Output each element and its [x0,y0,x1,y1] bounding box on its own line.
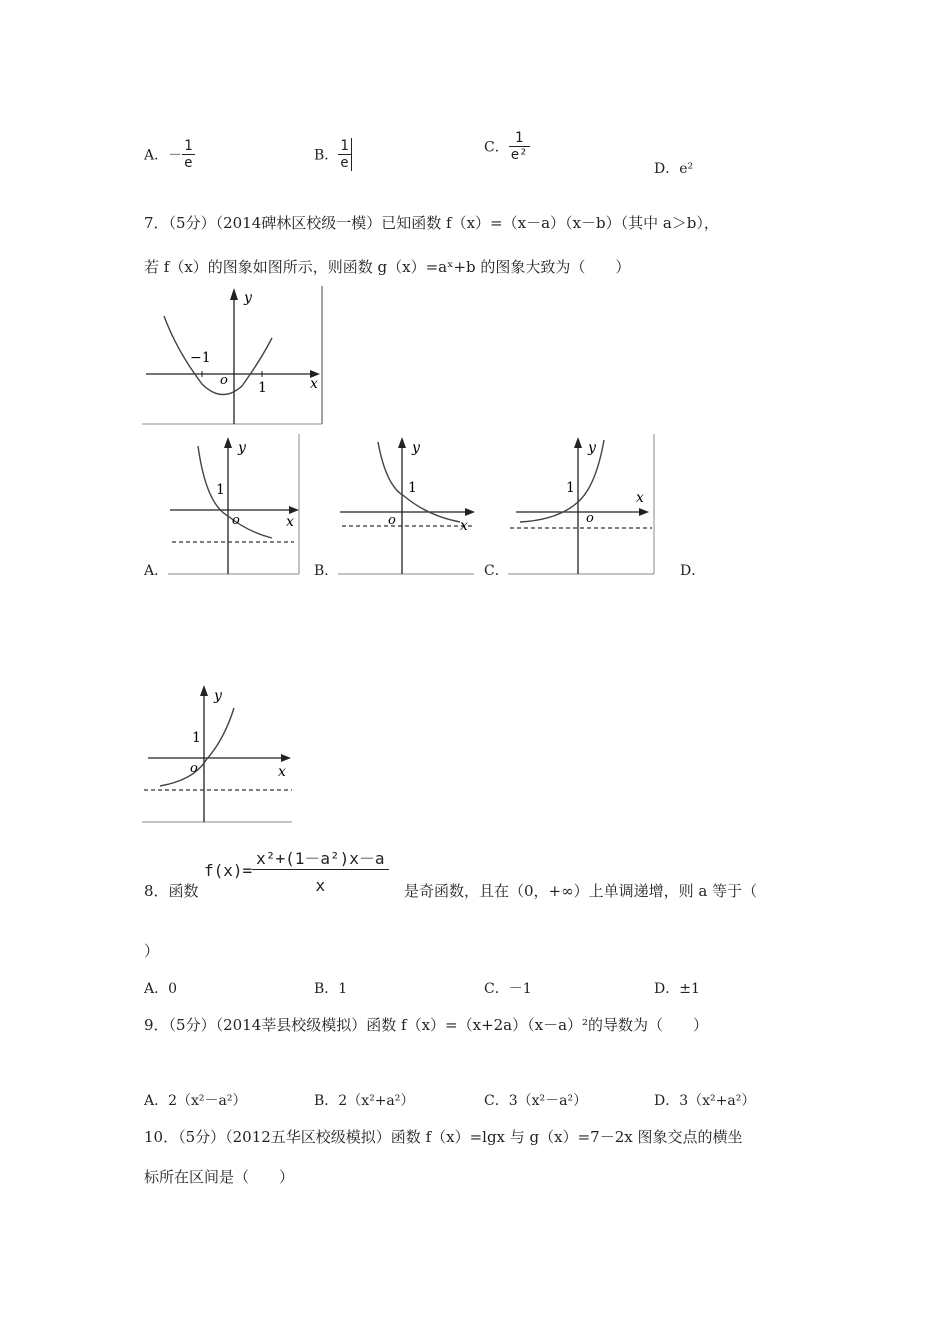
x-axis-label: x [278,764,286,780]
q9-option-a: A．2（x²－a²） [144,1093,247,1109]
y-axis-label: y [412,440,420,456]
origin-label: o [232,513,240,528]
q6-option-a [144,138,195,171]
tick-label-one: 1 [192,730,201,746]
x-axis-label: x [636,490,644,506]
q7-option-d-letter: D． [680,563,706,579]
fraction-denominator: e² [510,147,528,163]
q6-option-b [314,138,352,171]
q7-option-b-graph [338,434,478,576]
q7-option-b-letter: B． [314,563,339,579]
fraction-denominator: e [340,155,349,171]
option-text: e² [679,161,694,177]
origin-label: o [220,373,228,388]
y-axis-label: y [244,290,252,306]
fraction-denominator: e [184,155,193,171]
option-letter: B． [314,147,339,164]
tick-label-one: 1 [216,482,225,498]
q8-suffix: 是奇函数，且在（0，+∞）上单调递增，则 a 等于（ [404,882,758,900]
fraction-numerator: 1 [184,138,193,154]
y-axis-label: y [588,440,596,456]
q7-line2: 若 f（x）的图象如图所示，则函数 g（x）=aˣ+b 的图象大致为（ ） [144,258,631,276]
q7-option-d-graph [142,682,294,824]
q8-option-c: C．－1 [484,981,532,997]
q8-option-b: B．1 [314,981,348,997]
q7-option-c-letter: C． [484,563,509,579]
q7-main-graph [142,286,324,426]
origin-label: o [388,513,396,528]
formula-lhs: f(x)= [204,861,253,880]
q9-option-b: B．2（x²+a²） [314,1093,415,1109]
tick-label-neg-one: −1 [190,350,211,366]
origin-label: o [190,761,198,776]
q7-option-a-graph [168,434,302,576]
q9-text: 9．（5分）（2014莘县校级模拟）函数 f（x）=（x+2a）（x－a）²的导数为（ ） [144,1016,709,1034]
fraction-numerator: 1 [509,130,530,147]
q8-formula [204,846,389,895]
origin-label: o [586,511,594,526]
fraction-denominator: x [315,876,326,895]
q8-option-d: D．±1 [654,981,700,997]
fraction [252,846,388,895]
q8-option-a: A．0 [144,981,178,997]
tick-label-one: 1 [408,480,417,496]
q7-option-a-letter: A． [144,563,169,579]
x-axis-label: x [286,514,294,530]
option-letter: A． [144,147,169,164]
fraction-numerator: 1 [340,138,349,154]
q9-option-d: D．3（x²+a²） [654,1093,756,1109]
x-axis-label: x [460,518,468,534]
option-letter: C． [484,139,509,156]
q7-option-c-graph [508,434,656,576]
y-axis-label: y [214,688,222,704]
option-letter: D． [654,161,680,177]
q6-option-c [484,130,530,163]
q9-option-c: C．3（x²－a²） [484,1093,588,1109]
tick-label-one: 1 [258,380,267,396]
fraction [182,138,194,171]
q10-line1: 10．（5分）（2012五华区校级模拟）函数 f（x）=lgx 与 g（x）=7－2x 图象交点的横坐 [144,1128,743,1146]
q6-option-d [654,158,693,178]
y-axis-label: y [238,440,246,456]
tick-label-one: 1 [566,480,575,496]
fraction [338,138,351,171]
q8-prefix: 8．函数 [144,882,199,900]
q8-line2: ） [144,942,160,960]
fraction-numerator: x²+(1－a²)x－a [252,846,388,870]
q10-line2: 标所在区间是（ ） [144,1168,295,1186]
option-sign: － [168,147,183,164]
q7-line1: 7．（5分）（2014碑林区校级一模）已知函数 f（x）=（x－a）（x－b）（其中 a＞b）， [144,214,719,232]
fraction [509,130,530,163]
x-axis-label: x [310,376,318,392]
